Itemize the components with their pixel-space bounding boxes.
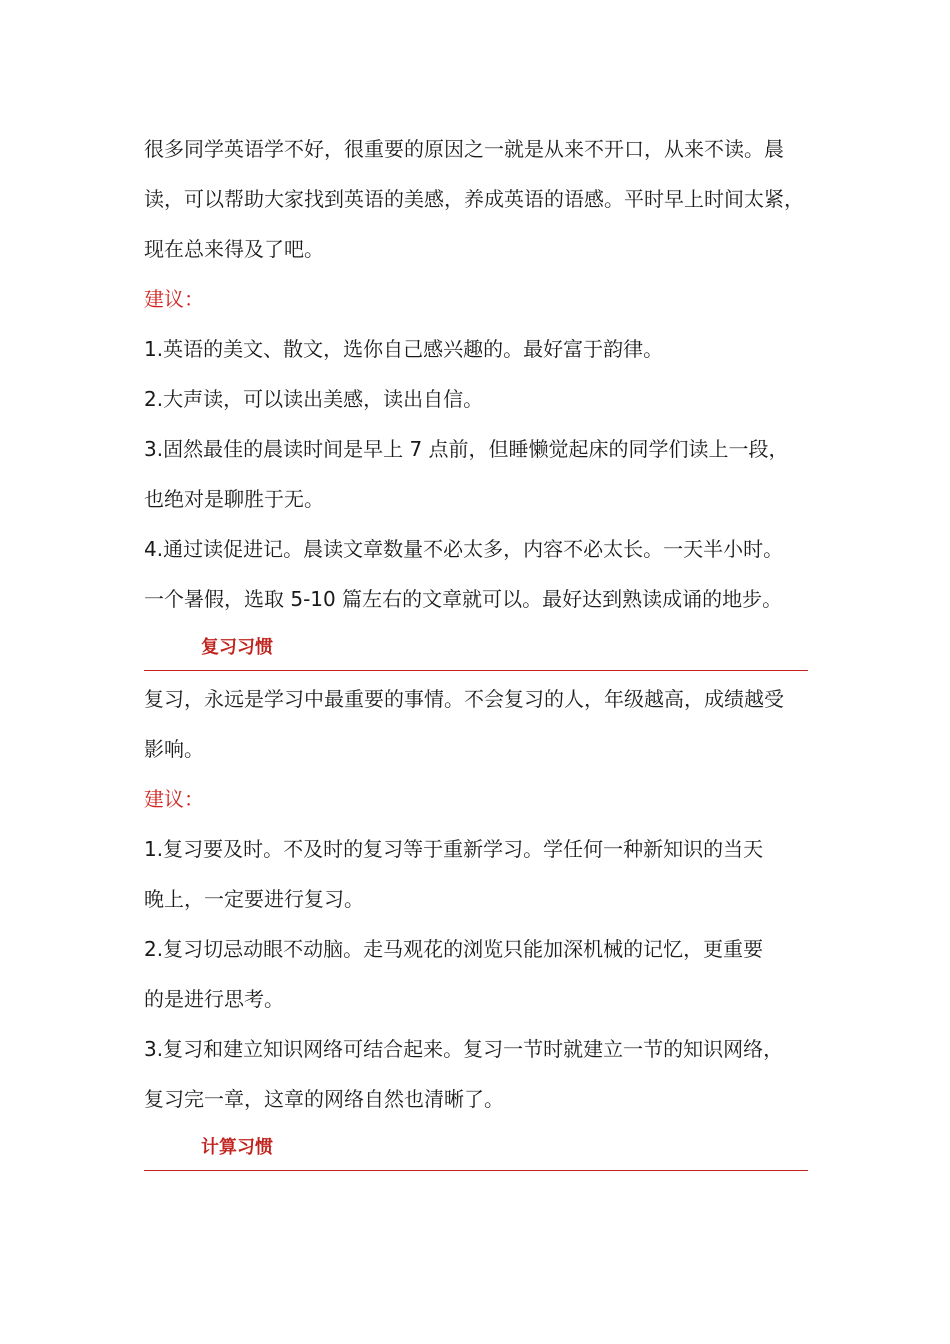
document-page [144, 124, 808, 1174]
suggestion-line: 2.大声读，可以读出美感，读出自信。 [144, 387, 484, 411]
section-header-review [144, 624, 808, 674]
review-intro-line-1: 复习，永远是学习中最重要的事情。不会复习的人，年级越高，成绩越受 [144, 687, 784, 711]
review-suggestion-line: 晚上，一定要进行复习。 [144, 887, 364, 911]
review-suggestion-line: 的是进行思考。 [144, 987, 284, 1011]
suggestion-line: 一个暑假，选取 5-10 篇左右的文章就可以。最好达到熟读成诵的地步。 [144, 587, 783, 611]
section-title-review: 复习习惯 [201, 637, 273, 658]
section-title-calc: 计算习惯 [201, 1137, 273, 1158]
suggestion-line: 3.固然最佳的晨读时间是早上 7 点前，但睡懒觉起床的同学们读上一段， [144, 437, 789, 461]
suggestion-label: 建议： [144, 287, 204, 311]
review-intro-line-2: 影响。 [144, 737, 204, 761]
suggestion-line: 4.通过读促进记。晨读文章数量不必太多，内容不必太长。一天半小时。 [144, 537, 784, 561]
section-divider [144, 1170, 808, 1171]
review-suggestion-line: 3.复习和建立知识网络可结合起来。复习一节时就建立一节的知识网络， [144, 1037, 784, 1061]
suggestion-line: 1.英语的美文、散文，选你自己感兴趣的。最好富于韵律。 [144, 337, 664, 361]
suggestion-line: 也绝对是聊胜于无。 [144, 487, 324, 511]
review-suggestion-line: 1.复习要及时。不及时的复习等于重新学习。学任何一种新知识的当天 [144, 837, 764, 861]
section-divider [144, 670, 808, 671]
intro-line-2: 读，可以帮助大家找到英语的美感，养成英语的语感。平时早上时间太紧， [144, 187, 804, 211]
intro-line-3: 现在总来得及了吧。 [144, 237, 324, 261]
review-suggestion-line: 2.复习切忌动眼不动脑。走马观花的浏览只能加深机械的记忆，更重要 [144, 937, 764, 961]
intro-line-1: 很多同学英语学不好，很重要的原因之一就是从来不开口，从来不读。晨 [144, 137, 784, 161]
review-suggestion-line: 复习完一章，这章的网络自然也清晰了。 [144, 1087, 504, 1111]
section-header-calc [144, 1124, 808, 1174]
suggestion-label: 建议： [144, 787, 204, 811]
